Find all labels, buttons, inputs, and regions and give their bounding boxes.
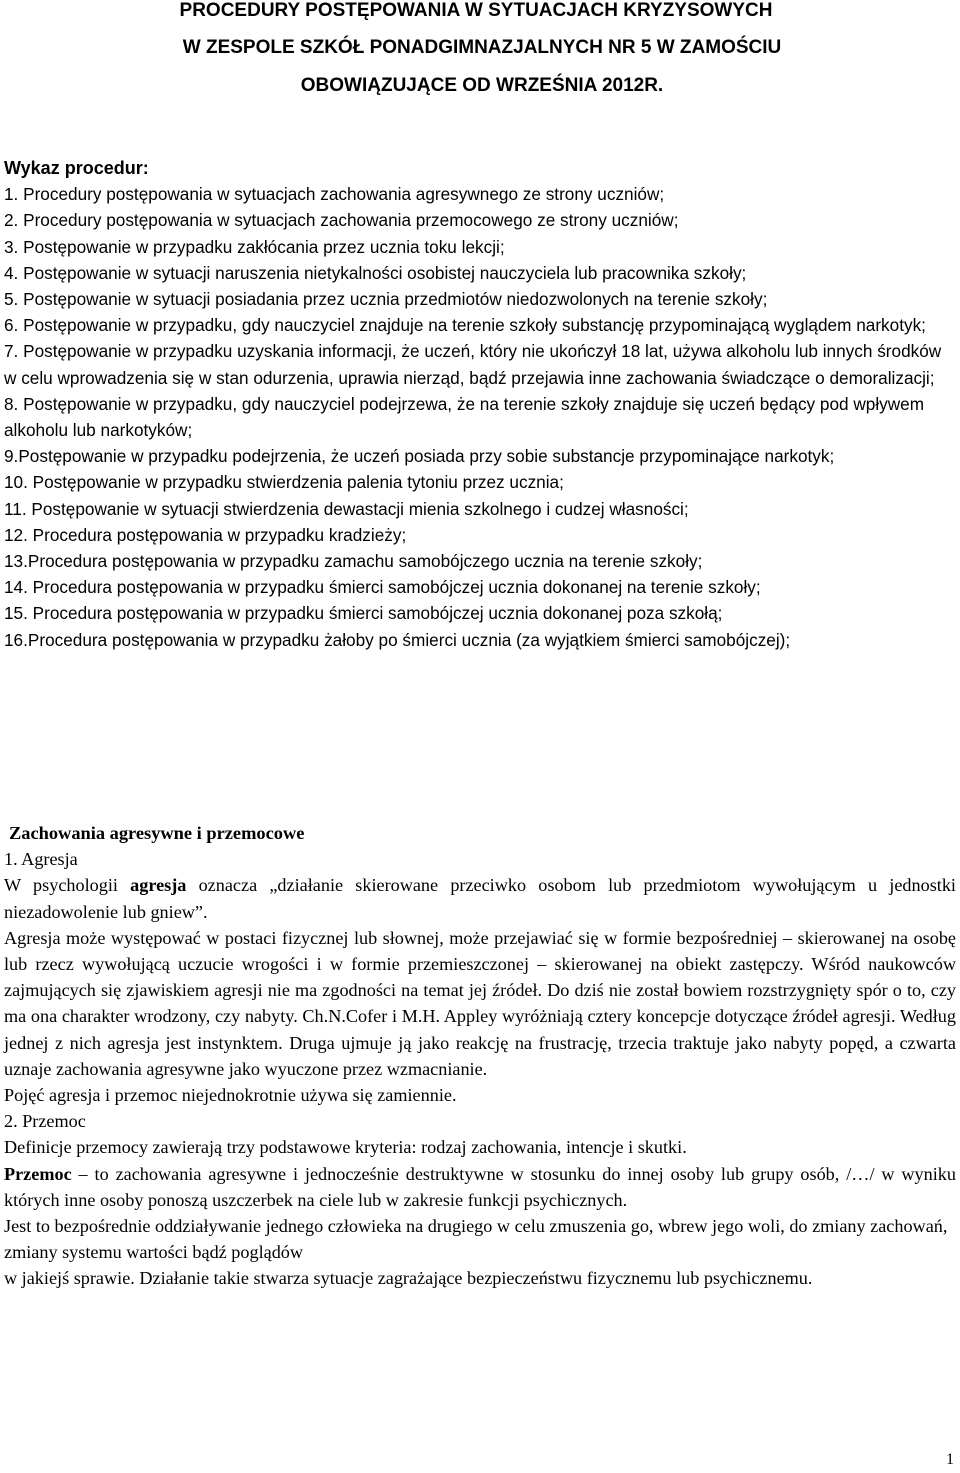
procedure-list-item: 1. Procedury postępowania w sytuacjach zachowania agresywnego ze strony uczniów; (4, 184, 665, 205)
page-number: 1 (946, 1451, 954, 1468)
przemoc-paragraph-part-2: w jakiejś sprawie. Działanie takie stwarza sytuacje zagrażające bezpieczeństwu fizycznemu lub psychicznemu. (4, 1268, 813, 1289)
procedure-list-heading: Wykaz procedur: (4, 158, 149, 178)
procedure-list-item: 12. Procedura postępowania w przypadku kradzieży; (4, 524, 407, 545)
procedure-list-item: 13.Procedura postępowania w przypadku zamachu samobójczego ucznia na terenie szkoły; (4, 551, 703, 572)
document-title-line-3: OBOWIĄZUJĄCE OD WRZEŚNIA 2012R. (300, 75, 664, 96)
document-title-line-1: PROCEDURY POSTĘPOWANIA W SYTUACJACH KRYZYSOWYCH (179, 0, 773, 21)
procedure-list-item: 8. Postępowanie w przypadku, gdy nauczyciel podejrzewa, że na terenie szkoły znajduje się uczeń będący pod wpływem alkoholu lub narkotyków; (4, 393, 925, 441)
procedure-list-item: 15. Procedura postępowania w przypadku śmierci samobójczej ucznia dokonanej poza szkołą; (4, 603, 723, 624)
przemoc-term: Przemoc (4, 1163, 72, 1184)
przemoc-criteria-paragraph: Definicje przemocy zawierają trzy podstawowe kryteria: rodzaj zachowania, intencje i skutki. (4, 1137, 687, 1158)
agresja-term: agresja (130, 875, 187, 896)
agresja-paragraph: Agresja może występować w postaci fizycznej lub słownej, może przejawiać się w formie bezpośredniej – skierowanej na osobę lub rzecz wywołującą uczucie wrogości i w formie przemieszczonej – skierowanej na obiekt zastępczy. Wśród naukowców zajmujących się zjawiskiem agresji nie ma zgodności na temat jej źródeł. Do dziś nie został bowiem rozstrzygnięty spór o to, czy ma ona charakter wrodzony, czy nabyty. Ch.N.Cofer i M.H. Appley wyróżniają cztery koncepcje dotyczące źródeł agresji. Według jednej z nich agresja jest instynktem. Druga ujmuje ją jako reakcję na frustrację, trzecia traktuje jako nabyty popęd, a czwarta uznaje zachowania agresywne jako wyuczone przez wzmacnianie. (4, 927, 956, 1079)
procedure-list-item: 9.Postępowanie w przypadku podejrzenia, że uczeń posiada przy sobie substancje przypominające narkotyk; (4, 446, 835, 467)
agresja-definition-prefix: W psychologii (4, 875, 131, 896)
przemoc-paragraph-part-1: Jest to bezpośrednie oddziaływanie jednego człowieka na drugiego w celu zmuszenia go, wbrew jego woli, do zmiany zachowań, zmiany systemu wartości bądź poglądów (4, 1216, 948, 1263)
section-body (4, 820, 956, 1292)
przemoc-definition-paragraph (4, 1161, 956, 1213)
procedure-list-item: 7. Postępowanie w przypadku uzyskania informacji, że uczeń, który nie ukończył 18 lat, używa alkoholu lub innych środków w celu wprowadzenia się w stan odurzenia, uprawia nierząd, bądź przejawia inne zachowania świadczące o demoralizacji; (4, 341, 942, 388)
agresja-definition-text: oznacza „działanie skierowane przeciwko osobom lub przedmiotom wywołującym u jednostki niezadowolenie lub gniew”. (4, 875, 956, 922)
procedure-list-item: 11. Postępowanie w sytuacji stwierdzenia dewastacji mienia szkolnego i cudzej własności; (4, 498, 689, 519)
procedure-list (4, 155, 954, 653)
procedure-list-item: 3. Postępowanie w przypadku zakłócania przez ucznia toku lekcji; (4, 236, 505, 257)
subsection-heading-przemoc: 2. Przemoc (4, 1111, 86, 1132)
procedure-list-item: 5. Postępowanie w sytuacji posiadania przez ucznia przedmiotów niedozwolonych na terenie szkoły; (4, 289, 768, 310)
przemoc-definition-text: – to zachowania agresywne i jednocześnie destruktywne w stosunku do innej osoby lub grupy osób, /…/ w wyniku których inne osoby ponoszą uszczerbek na ciele lub w zakresie funkcji psychicznych. (4, 1163, 956, 1210)
document-title-line-2: W ZESPOLE SZKÓŁ PONADGIMNAZJALNYCH NR 5 W ZAMOŚCIU (182, 37, 782, 58)
agresja-note: Pojęć agresja i przemoc niejednokrotnie używa się zamiennie. (4, 1085, 457, 1106)
agresja-definition-paragraph (4, 872, 956, 924)
procedure-list-item: 14. Procedura postępowania w przypadku śmierci samobójczej ucznia dokonanej na terenie szkoły; (4, 577, 761, 598)
procedure-list-item: 16.Procedura postępowania w przypadku żałoby po śmierci ucznia (za wyjątkiem śmierci samobójczej); (4, 629, 791, 650)
procedure-list-item: 2. Procedury postępowania w sytuacjach zachowania przemocowego ze strony uczniów; (4, 210, 679, 231)
procedure-list-item: 10. Postępowanie w przypadku stwierdzenia palenia tytoniu przez ucznia; (4, 472, 564, 493)
procedure-list-item: 6. Postępowanie w przypadku, gdy nauczyciel znajduje na terenie szkoły substancję przypominającą wyglądem narkotyk; (4, 315, 926, 336)
subsection-heading-agresja: 1. Agresja (4, 849, 78, 870)
section-heading: Zachowania agresywne i przemocowe (9, 823, 305, 843)
procedure-list-item: 4. Postępowanie w sytuacji naruszenia nietykalności osobistej nauczyciela lub pracownika szkoły; (4, 262, 747, 283)
